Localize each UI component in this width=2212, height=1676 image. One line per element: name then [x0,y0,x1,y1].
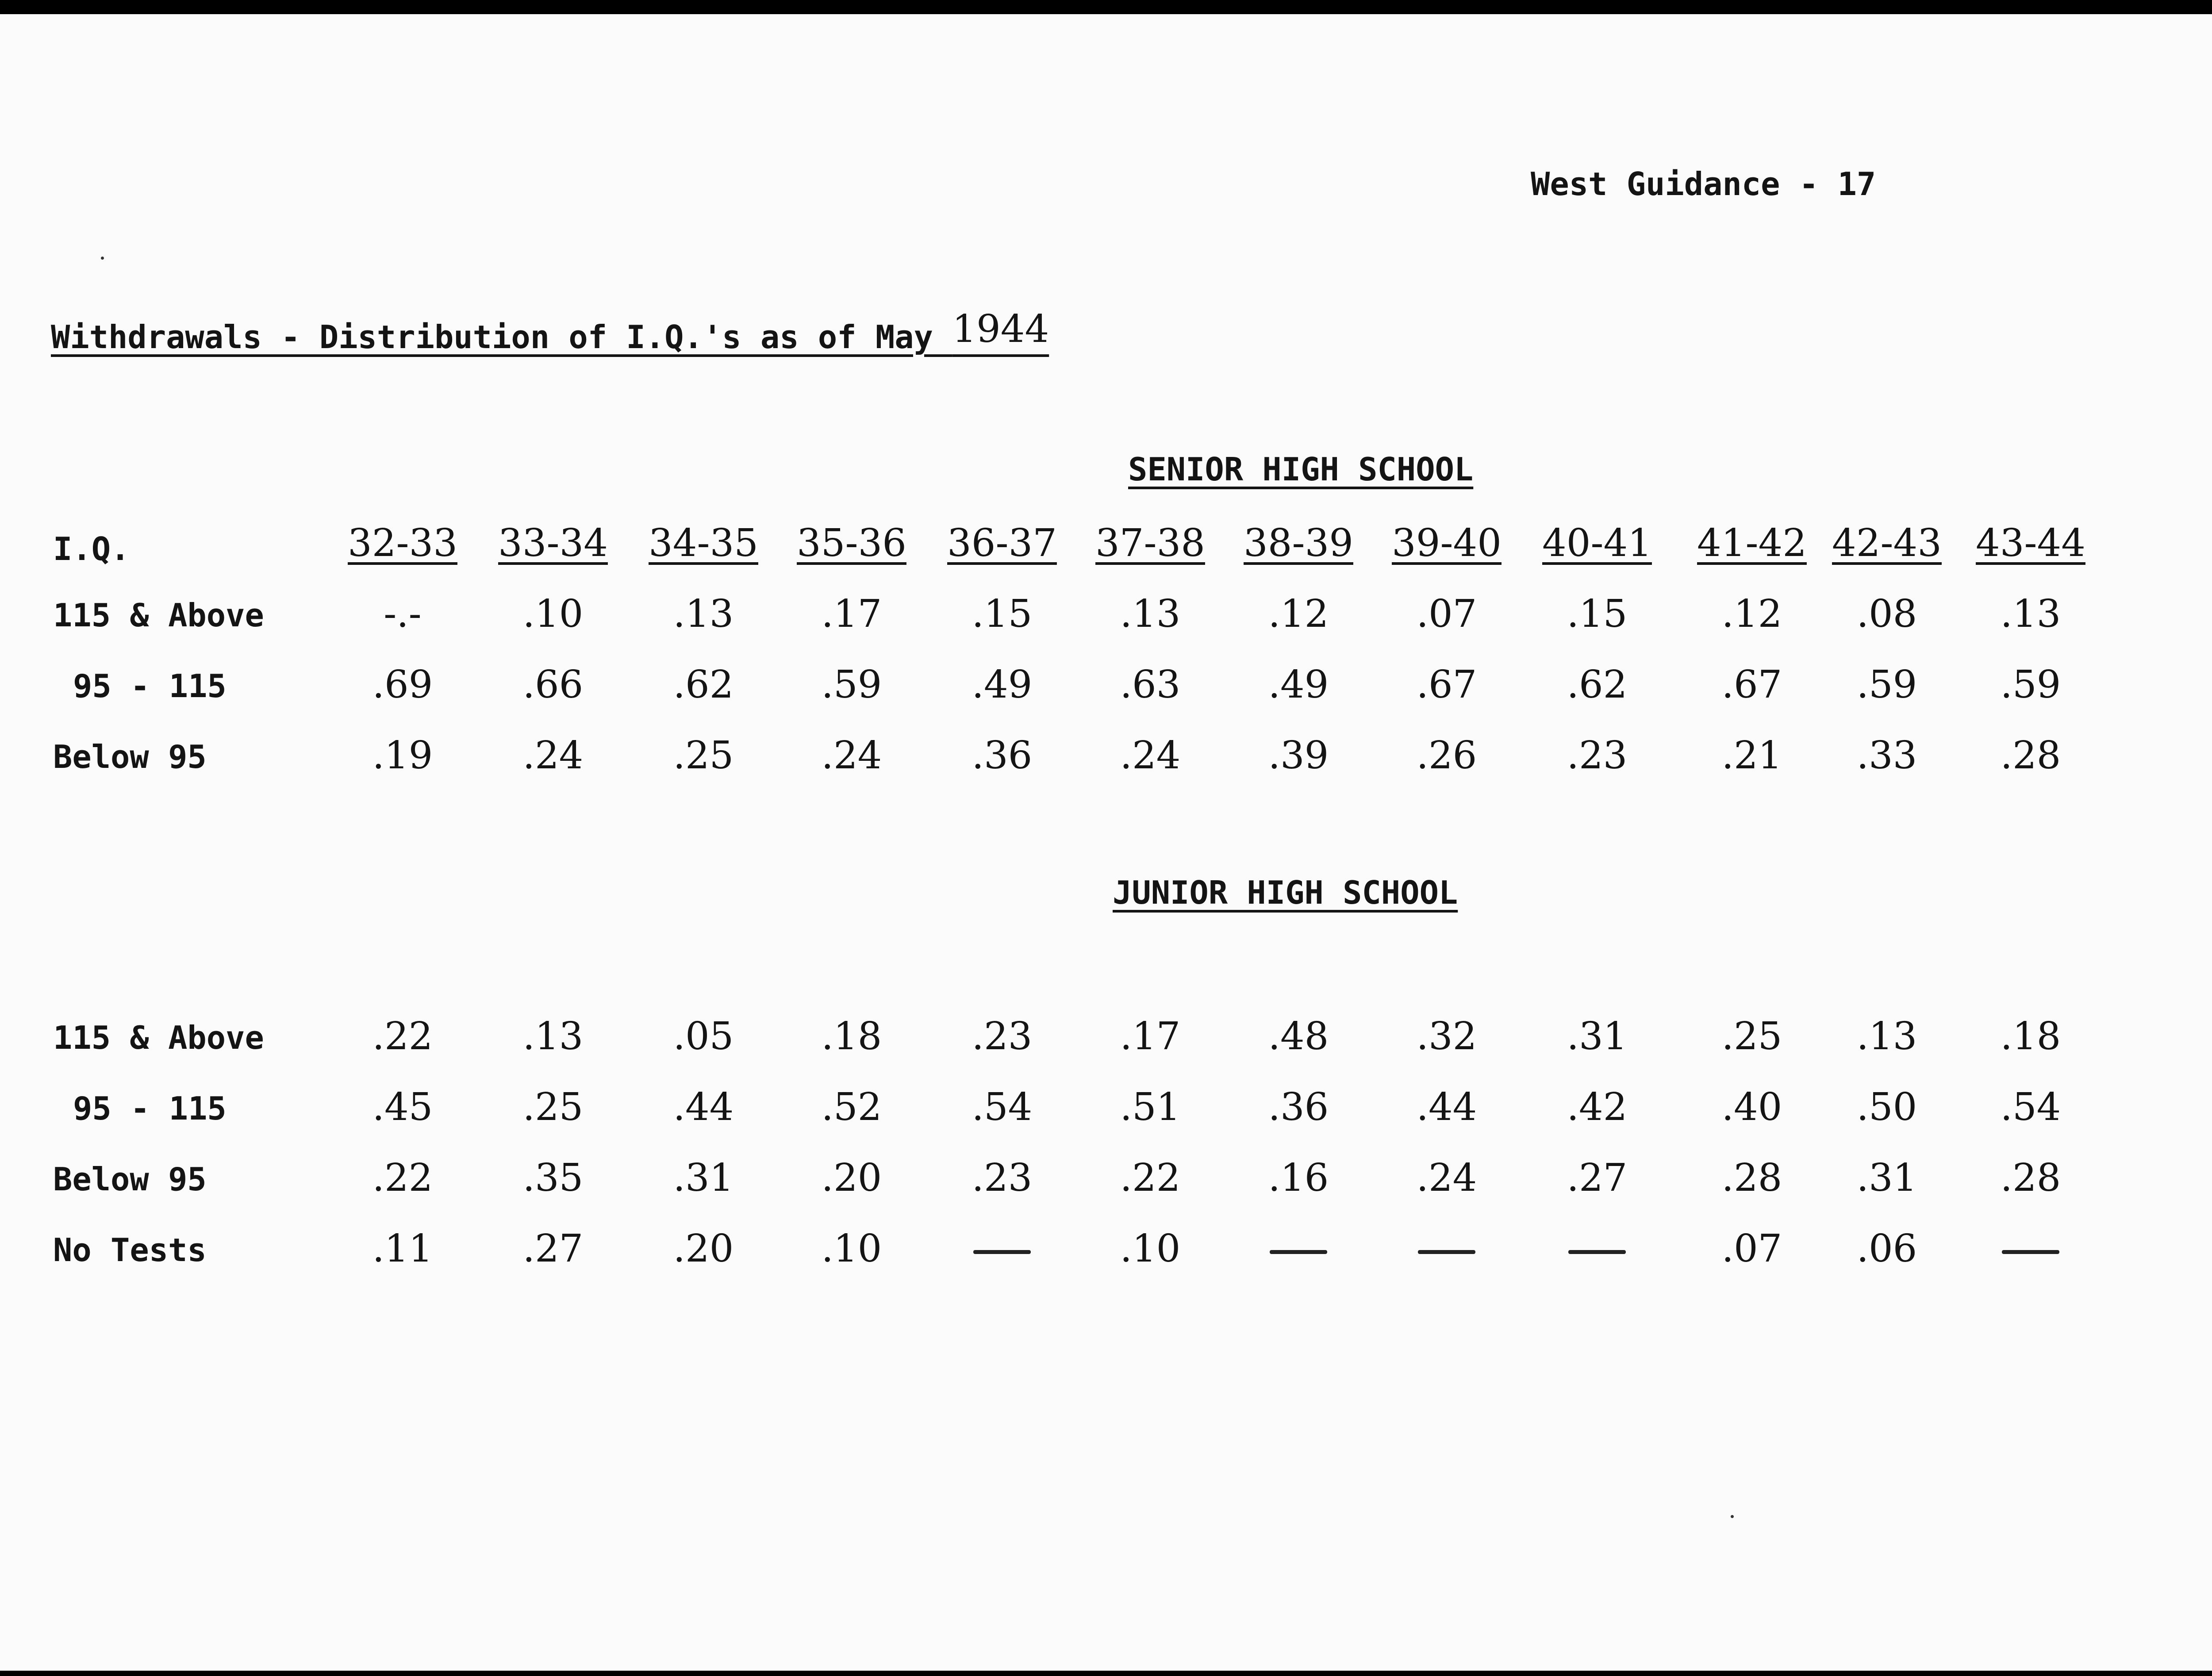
document-title [51,307,1049,356]
page-reference: West Guidance - 17 [1531,165,1876,203]
table-cell: .33 [1856,733,1917,778]
table-cell: .45 [372,1085,433,1129]
table-cell: .28 [2000,1156,2061,1200]
row-label: Below 95 [53,1161,207,1198]
table-cell: .44 [1416,1085,1477,1129]
junior-high-heading: JUNIOR HIGH SCHOOL [1113,874,1458,911]
table-cell: .54 [2000,1085,2061,1129]
table-cell: .59 [821,663,882,707]
table-cell: .31 [1856,1156,1917,1200]
senior-high-heading: SENIOR HIGH SCHOOL [1128,451,1474,488]
table-cell: .15 [1567,592,1628,636]
no-data-dash [1568,1250,1626,1254]
table-cell: .40 [1721,1085,1782,1129]
table-cell: .13 [1856,1014,1917,1059]
scan-speck [1731,1515,1734,1518]
table-cell: .36 [1268,1085,1329,1129]
table-cell: .27 [522,1227,584,1271]
table-cell: .59 [2000,663,2061,707]
table-cell: .27 [1567,1156,1628,1200]
table-cell: .10 [522,592,584,636]
table-cell: .26 [1416,733,1477,778]
year-header: 40-41 [1542,521,1652,565]
scan-border-bottom [0,1671,2212,1676]
table-cell: .69 [372,663,433,707]
year-header: 43-44 [1976,521,2085,565]
table-cell: .23 [972,1156,1033,1200]
table-cell: .10 [821,1227,882,1271]
no-data-dash [1270,1250,1327,1254]
table-cell: .16 [1268,1156,1329,1200]
table-cell: .12 [1721,592,1782,636]
table-cell: .07 [1721,1227,1782,1271]
table-cell: .62 [673,663,734,707]
table-cell: .23 [972,1014,1033,1059]
scan-speck [101,257,104,260]
table-cell: .20 [821,1156,882,1200]
table-cell: .32 [1416,1014,1477,1059]
table-cell: .31 [673,1156,734,1200]
row-label: No Tests [53,1231,207,1269]
table-cell: .22 [1120,1156,1181,1200]
no-data-dash [973,1250,1031,1254]
table-cell: .08 [1856,592,1917,636]
year-header: 37-38 [1095,521,1205,565]
row-label: 115 & Above [53,1019,264,1056]
table-cell: .13 [1120,592,1181,636]
table-cell: .54 [972,1085,1033,1129]
table-cell: .39 [1268,733,1329,778]
table-cell: .21 [1721,733,1782,778]
table-cell: .49 [1268,663,1329,707]
table-cell: .49 [972,663,1033,707]
table-cell: .67 [1721,663,1782,707]
year-header: 41-42 [1697,521,1807,565]
table-cell: .25 [1721,1014,1782,1059]
table-cell: .62 [1567,663,1628,707]
table-cell: .24 [522,733,584,778]
table-cell: .13 [522,1014,584,1059]
table-cell: .18 [821,1014,882,1059]
year-header: 34-35 [649,521,758,565]
table-cell: .11 [372,1227,433,1271]
year-header: 36-37 [947,521,1057,565]
table-cell: .12 [1268,592,1329,636]
title-text: Withdrawals - Distribution of I.Q.'s as of May [51,318,952,356]
table-cell: .42 [1567,1085,1628,1129]
table-cell: .28 [1721,1156,1782,1200]
scan-border-top [0,0,2212,14]
table-cell: .13 [673,592,734,636]
table-cell: .51 [1120,1085,1181,1129]
row-label: 115 & Above [53,597,264,634]
title-year: 1944 [952,307,1049,351]
table-cell: .10 [1120,1227,1181,1271]
table-cell: .50 [1856,1085,1917,1129]
table-cell: .24 [821,733,882,778]
year-header: 33-34 [498,521,608,565]
table-cell: .23 [1567,733,1628,778]
table-cell: .25 [522,1085,584,1129]
year-header: 38-39 [1244,521,1353,565]
row-label: Below 95 [53,738,207,775]
table-cell: .59 [1856,663,1917,707]
table-cell: .05 [673,1014,734,1059]
table-cell: -.- [384,592,422,636]
table-cell: .20 [673,1227,734,1271]
year-header: 39-40 [1392,521,1502,565]
table-cell: .13 [2000,592,2061,636]
table-cell: .44 [673,1085,734,1129]
row-label: 95 - 115 [73,1090,227,1127]
year-header: 42-43 [1832,521,1942,565]
table-cell: .22 [372,1156,433,1200]
table-cell: .31 [1567,1014,1628,1059]
table-cell: .67 [1416,663,1477,707]
table-cell: .25 [673,733,734,778]
table-cell: .52 [821,1085,882,1129]
table-cell: .28 [2000,733,2061,778]
table-cell: .17 [821,592,882,636]
table-cell: .15 [972,592,1033,636]
table-cell: .66 [522,663,584,707]
table-cell: .36 [972,733,1033,778]
table-cell: .18 [2000,1014,2061,1059]
no-data-dash [1418,1250,1475,1254]
table-cell: .24 [1416,1156,1477,1200]
iq-column-label: I.Q. [53,530,130,568]
year-header: 32-33 [348,521,457,565]
table-cell: .07 [1416,592,1477,636]
table-cell: .17 [1120,1014,1181,1059]
table-cell: .48 [1268,1014,1329,1059]
table-cell: .22 [372,1014,433,1059]
table-cell: .06 [1856,1227,1917,1271]
row-label: 95 - 115 [73,667,227,705]
table-cell: .24 [1120,733,1181,778]
year-header: 35-36 [797,521,906,565]
no-data-dash [2002,1250,2059,1254]
table-cell: .35 [522,1156,584,1200]
table-cell: .19 [372,733,433,778]
table-cell: .63 [1120,663,1181,707]
